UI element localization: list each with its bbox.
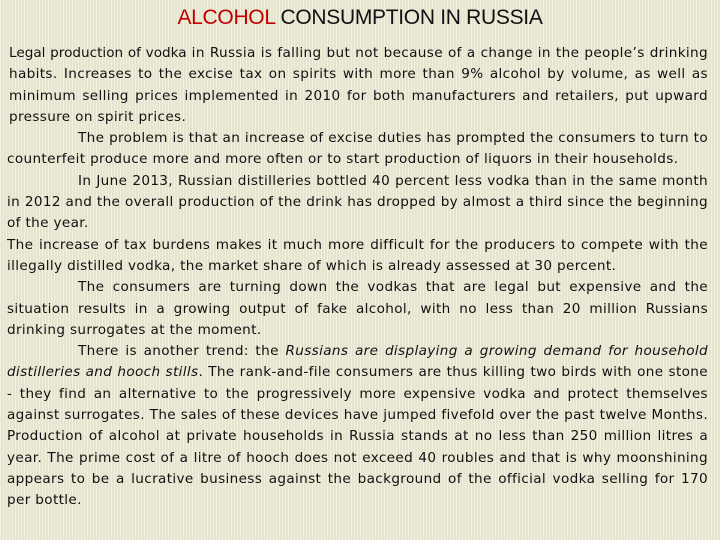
paragraph-2: The problem is that an increase of excise duties has prompted the consumers to turn to counterfeit produce more and more often or to start production of liquors in their households. bbox=[7, 130, 708, 168]
paragraph-6-start: There is another trend: the bbox=[78, 343, 286, 360]
paragraph-1 bbox=[9, 43, 708, 128]
slide-title bbox=[0, 6, 720, 30]
paragraph-1-text: in Russia is falling but not because of a change in the people’s drinking habits. Increases to the excise tax on spirits with more than 9% alcohol by volume, as well as minimum selling prices implemented in 2010 for both manufacturers and retailers, put upward pressure on spirit prices. bbox=[9, 45, 708, 125]
slide-body bbox=[7, 43, 708, 512]
paragraph-6-rest: . The rank-and-file consumers are thus killing two birds with one stone - they find an alternative to the progressively more expensive vodka and protect themselves against surrogates. The sales of these devices have jumped fivefold over the past twelve Months. Production of alcohol at private households in Russia stands at no less than 250 million litres a year. The prime cost of a litre of hooch does not exceed 40 roubles and that is why moonshining appears to be a lucrative business against the background of the official vodka selling for 170 per bottle. bbox=[7, 364, 708, 509]
paragraph-4: The increase of tax burdens makes it much more difficult for the producers to compete with the illegally distilled vodka, the market share of which is already assessed at 30 percent. bbox=[7, 236, 708, 274]
paragraph-3: In June 2013, Russian distilleries bottled 40 percent less vodka than in the same month in 2012 and the overall production of the drink has dropped by almost a third since the beginning of the year. bbox=[7, 172, 708, 232]
paragraph-6 bbox=[7, 341, 708, 511]
paragraph-6-italic: Russians are displaying a growing demand for household distilleries and hooch stills bbox=[7, 343, 708, 381]
title-rest: CONSUMPTION IN RUSSIA bbox=[274, 6, 543, 29]
lead-phrase: Legal production of vodka bbox=[9, 45, 187, 61]
paragraph-5: The consumers are turning down the vodkas that are legal but expensive and the situation results in a growing output of fake alcohol, with no less than 20 million Russians drinking surrogates at the moment. bbox=[7, 279, 708, 338]
title-highlight: ALCOHOL bbox=[177, 6, 275, 29]
